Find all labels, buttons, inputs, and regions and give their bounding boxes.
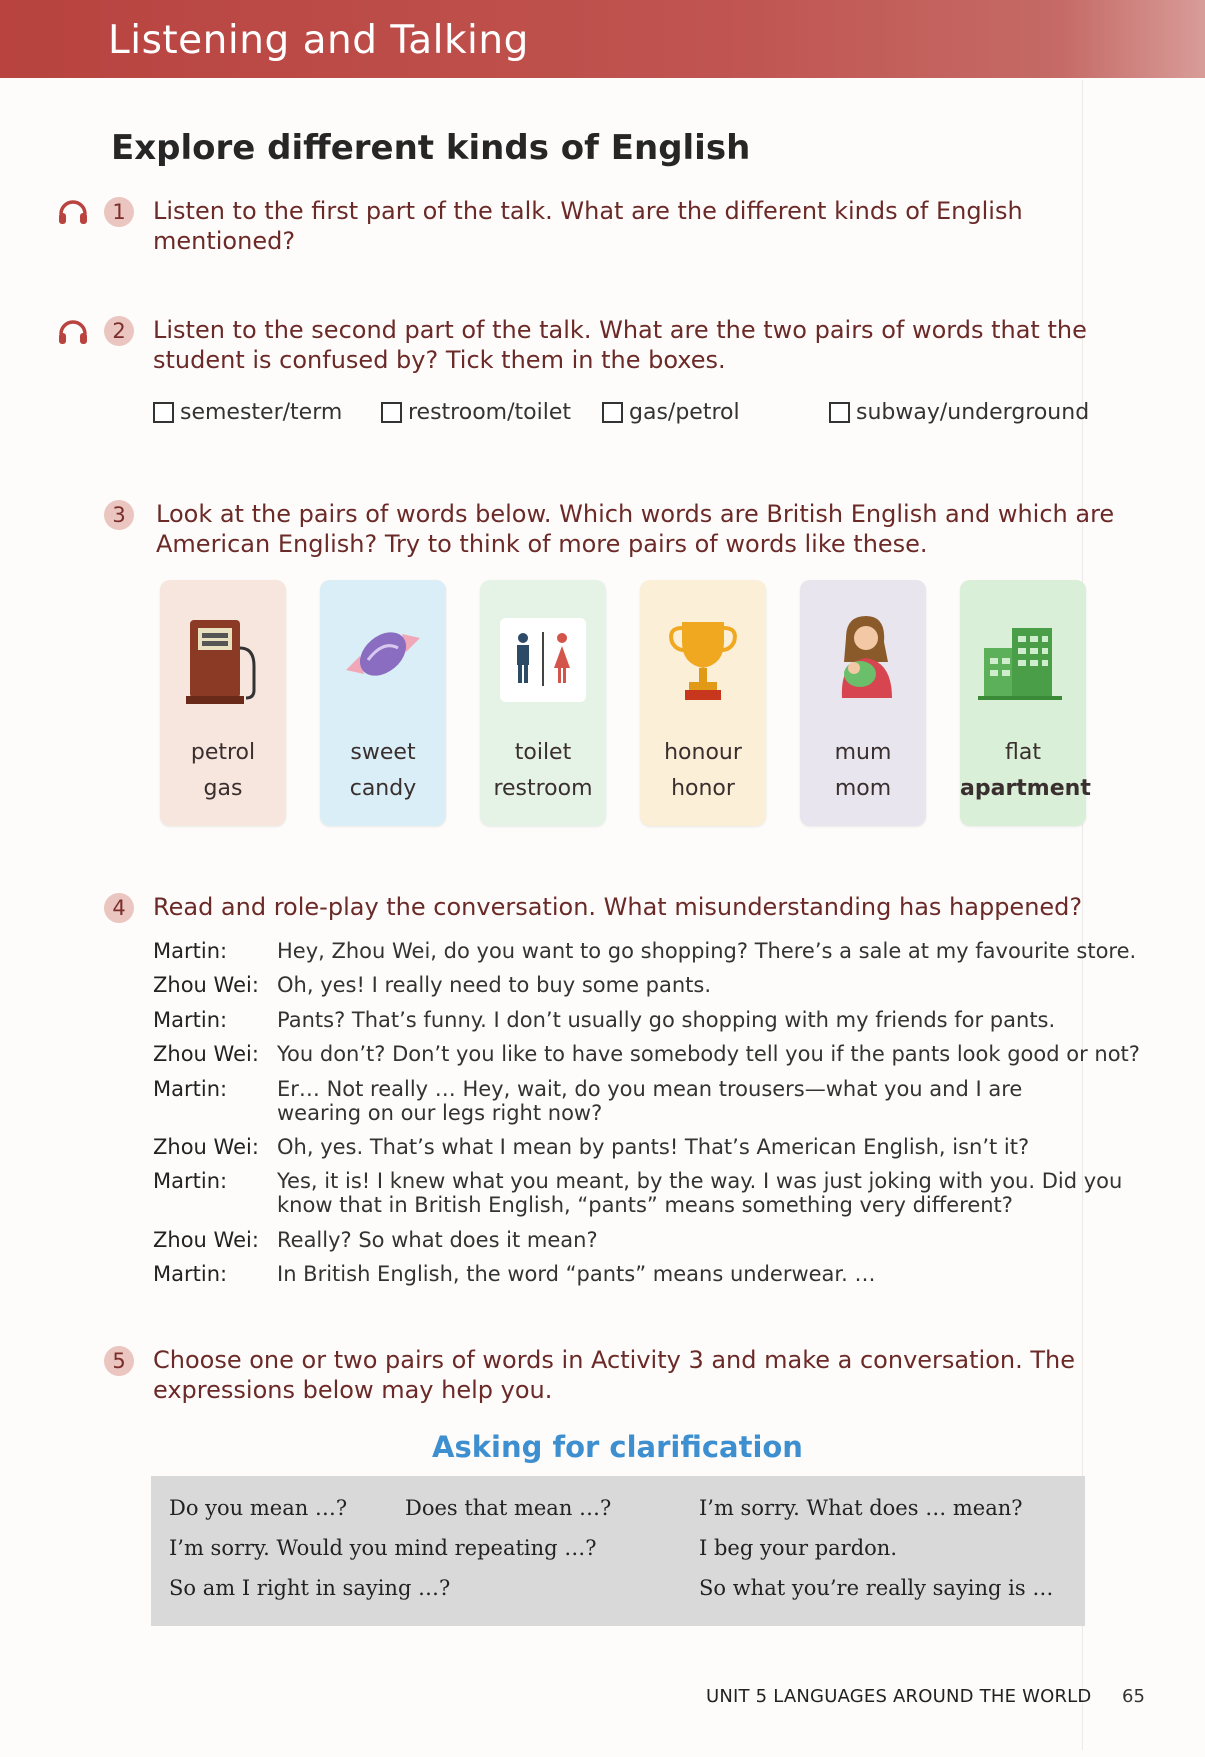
checkbox[interactable] xyxy=(153,402,174,423)
dialogue-line: Yes, it is! I knew what you meant, by the way. I was just joking with you. Did you xyxy=(277,1169,1123,1193)
checkbox-option-2[interactable]: restroom/toilet xyxy=(381,400,571,425)
word-card-sweet-candy xyxy=(320,580,446,826)
checkbox-option-3[interactable]: gas/petrol xyxy=(602,400,740,425)
question-5-line-2: expressions below may help you. xyxy=(153,1376,553,1404)
question-1-line-2: mentioned? xyxy=(153,227,296,255)
word-card-petrol-gas xyxy=(160,580,286,826)
word-card-honour-honor xyxy=(640,580,766,826)
word-card-toilet-restroom xyxy=(480,580,606,826)
question-number-4: 4 xyxy=(104,893,134,923)
expressions-box xyxy=(151,1476,1085,1626)
speaker: Martin: xyxy=(153,1077,228,1101)
page-header-title: Listening and Talking xyxy=(108,18,529,63)
speaker: Martin: xyxy=(153,1262,228,1286)
question-number-2: 2 xyxy=(104,316,134,346)
building-icon xyxy=(978,608,1068,718)
page-number: 65 xyxy=(1122,1686,1145,1707)
mother-icon xyxy=(818,608,908,718)
footer-unit-title: UNIT 5 LANGUAGES AROUND THE WORLD xyxy=(706,1686,1092,1707)
american-word: restroom xyxy=(493,776,593,801)
speaker: Zhou Wei: xyxy=(153,973,259,997)
question-3-line-2: American English? Try to think of more pairs of words like these. xyxy=(156,530,928,558)
speaker: Martin: xyxy=(153,939,228,963)
checkbox[interactable] xyxy=(381,402,402,423)
dialogue-line: In British English, the word “pants” means underwear. … xyxy=(277,1262,876,1286)
dialogue-line: wearing on our legs right now? xyxy=(277,1101,603,1125)
candy-icon xyxy=(338,608,428,718)
question-2-line-1: Listen to the second part of the talk. What are the two pairs of words that the xyxy=(153,316,1087,344)
expression: I beg your pardon. xyxy=(699,1536,897,1560)
question-number-3: 3 xyxy=(104,500,134,530)
british-word: sweet xyxy=(350,740,416,765)
expression: So what you’re really saying is … xyxy=(699,1576,1054,1600)
checkbox[interactable] xyxy=(602,402,623,423)
american-word: apartment xyxy=(960,776,1091,801)
speaker: Zhou Wei: xyxy=(153,1042,259,1066)
checkbox[interactable] xyxy=(829,402,850,423)
dialogue-line: Really? So what does it mean? xyxy=(277,1228,598,1252)
headphone-icon xyxy=(56,314,90,348)
restroom-icon xyxy=(498,608,588,718)
speaker: Martin: xyxy=(153,1008,228,1032)
trophy-icon xyxy=(658,608,748,718)
british-word: toilet xyxy=(514,740,572,765)
checkbox-option-1[interactable]: semester/term xyxy=(153,400,342,425)
american-word: gas xyxy=(203,776,243,801)
british-word: honour xyxy=(664,740,742,765)
expression: I’m sorry. Would you mind repeating …? xyxy=(169,1536,597,1560)
expression: Do you mean …? xyxy=(169,1496,348,1520)
dialogue-line: Pants? That’s funny. I don’t usually go shopping with my friends for pants. xyxy=(277,1008,1056,1032)
question-number-1: 1 xyxy=(104,197,134,227)
british-word: flat xyxy=(1005,740,1041,765)
american-word: mom xyxy=(834,776,892,801)
checkbox-option-4[interactable]: subway/underground xyxy=(829,400,1089,425)
speaker: Zhou Wei: xyxy=(153,1228,259,1252)
british-word: petrol xyxy=(190,740,256,765)
question-2-line-2: student is confused by? Tick them in the boxes. xyxy=(153,346,726,374)
dialogue-line: Hey, Zhou Wei, do you want to go shopping? There’s a sale at my favourite store. xyxy=(277,939,1137,963)
question-4-text: Read and role-play the conversation. What misunderstanding has happened? xyxy=(153,893,1083,921)
question-5-line-1: Choose one or two pairs of words in Activity 3 and make a conversation. The xyxy=(153,1346,1075,1374)
american-word: honor xyxy=(671,776,735,801)
dialogue-line: Oh, yes! I really need to buy some pants. xyxy=(277,973,712,997)
dialogue-line: Er… Not really … Hey, wait, do you mean trousers—what you and I are xyxy=(277,1077,1023,1101)
american-word: candy xyxy=(349,776,417,801)
word-card-mum-mom xyxy=(800,580,926,826)
gas-pump-icon xyxy=(178,608,268,718)
word-card-flat-apartment xyxy=(960,580,1091,826)
expression: So am I right in saying …? xyxy=(169,1576,451,1600)
question-number-5: 5 xyxy=(104,1346,134,1376)
expression: Does that mean …? xyxy=(405,1496,612,1520)
headphone-icon xyxy=(56,194,90,228)
expression: I’m sorry. What does … mean? xyxy=(699,1496,1023,1520)
question-1-line-1: Listen to the first part of the talk. What are the different kinds of English xyxy=(153,197,1023,225)
speaker: Martin: xyxy=(153,1169,228,1193)
speaker: Zhou Wei: xyxy=(153,1135,259,1159)
british-word: mum xyxy=(834,740,892,765)
dialogue-line: You don’t? Don’t you like to have somebody tell you if the pants look good or not? xyxy=(277,1042,1140,1066)
dialogue-line: know that in British English, “pants” means something very different? xyxy=(277,1193,1013,1217)
expressions-heading: Asking for clarification xyxy=(432,1430,803,1464)
question-3-line-1: Look at the pairs of words below. Which words are British English and which are xyxy=(156,500,1115,528)
dialogue-line: Oh, yes. That’s what I mean by pants! That’s American English, isn’t it? xyxy=(277,1135,1030,1159)
section-title: Explore different kinds of English xyxy=(111,128,751,168)
